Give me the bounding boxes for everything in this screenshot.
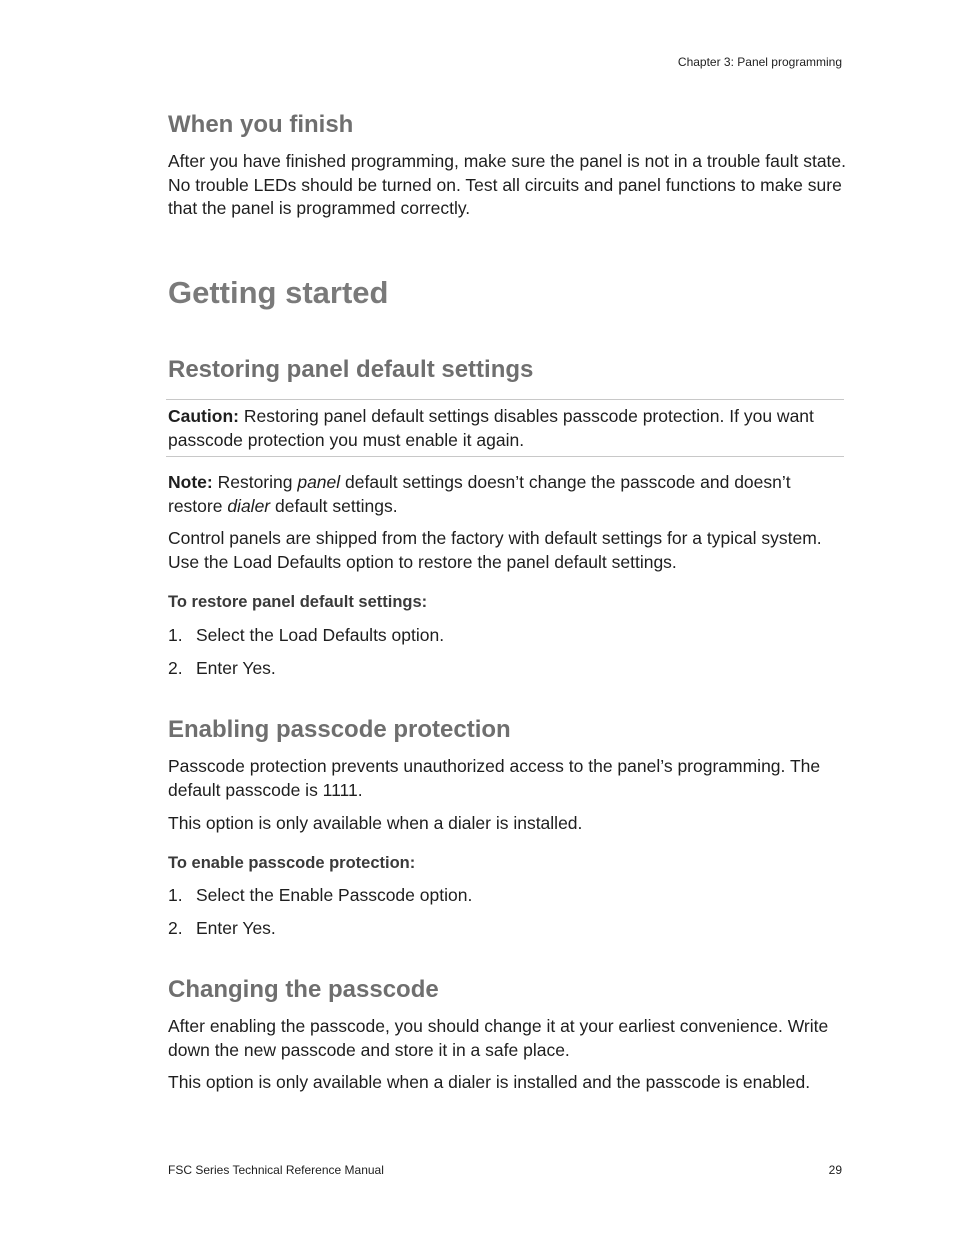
enable-step-2 [168,918,276,939]
note-text [168,471,848,518]
step-number: 2. [168,918,183,938]
when-you-finish-text: After you have finished programming, make sure the panel is not in a trouble fault state. No trouble LEDs should be turned on. Test all circuits and panel functions to make sure that the panel is programmed correctly. [168,151,847,218]
restoring-text: Control panels are shipped from the factory with default settings for a typical system. Use the Load Defaults option to restore the panel default settings. [168,528,822,572]
restore-step-2 [168,658,276,679]
note-emphasis-panel: panel [297,472,341,492]
caution-bottom-rule [166,456,844,457]
restore-procedure-title: To restore panel default settings: [168,593,428,611]
getting-started-heading: Getting started [168,275,389,310]
changing-heading: Changing the passcode [168,976,439,1003]
step-text: Enter Yes. [196,918,276,938]
note-part1: Restoring [212,472,298,492]
step-text: Enter Yes. [196,658,276,678]
enable-step-1 [168,885,472,906]
restore-step-1 [168,625,444,646]
caution-label: Caution: [168,406,239,426]
note-part3: default settings. [270,495,398,516]
step-number: 2. [168,658,183,678]
caution-box [168,405,848,452]
enabling-text-1: Passcode protection prevents unauthorized access to the panel’s programming. The default passcode is 1111. [168,756,821,800]
enabling-heading: Enabling passcode protection [168,716,511,743]
note-part2: default settings doesn’t change the passcode and doesn’t restore [168,472,791,516]
enabling-text-2: This option is only available when a dialer is installed. [168,813,583,833]
enable-procedure-title: To enable passcode protection: [168,854,416,872]
when-you-finish-heading: When you finish [168,111,354,138]
changing-text-2: This option is only available when a dialer is installed and the passcode is enabled. [168,1072,811,1092]
restoring-heading: Restoring panel default settings [168,356,534,383]
step-number: 1. [168,625,183,645]
caution-top-rule [166,399,844,400]
step-text: Select the Enable Passcode option. [196,885,473,905]
changing-text-1: After enabling the passcode, you should change it at your earliest convenience. Write down the new passcode and store it in a safe place. [168,1016,829,1060]
note-emphasis-dialer: dialer [227,495,271,516]
caution-text: Restoring panel default settings disables passcode protection. If you want passcode protection you must enable it again. [168,406,814,450]
chapter-header: Chapter 3: Panel programming [677,55,842,69]
page-number: 29 [828,1163,842,1177]
step-number: 1. [168,885,183,905]
step-text: Select the Load Defaults option. [196,625,445,645]
note-label: Note: [168,472,213,492]
footer-manual-title: FSC Series Technical Reference Manual [168,1163,384,1177]
